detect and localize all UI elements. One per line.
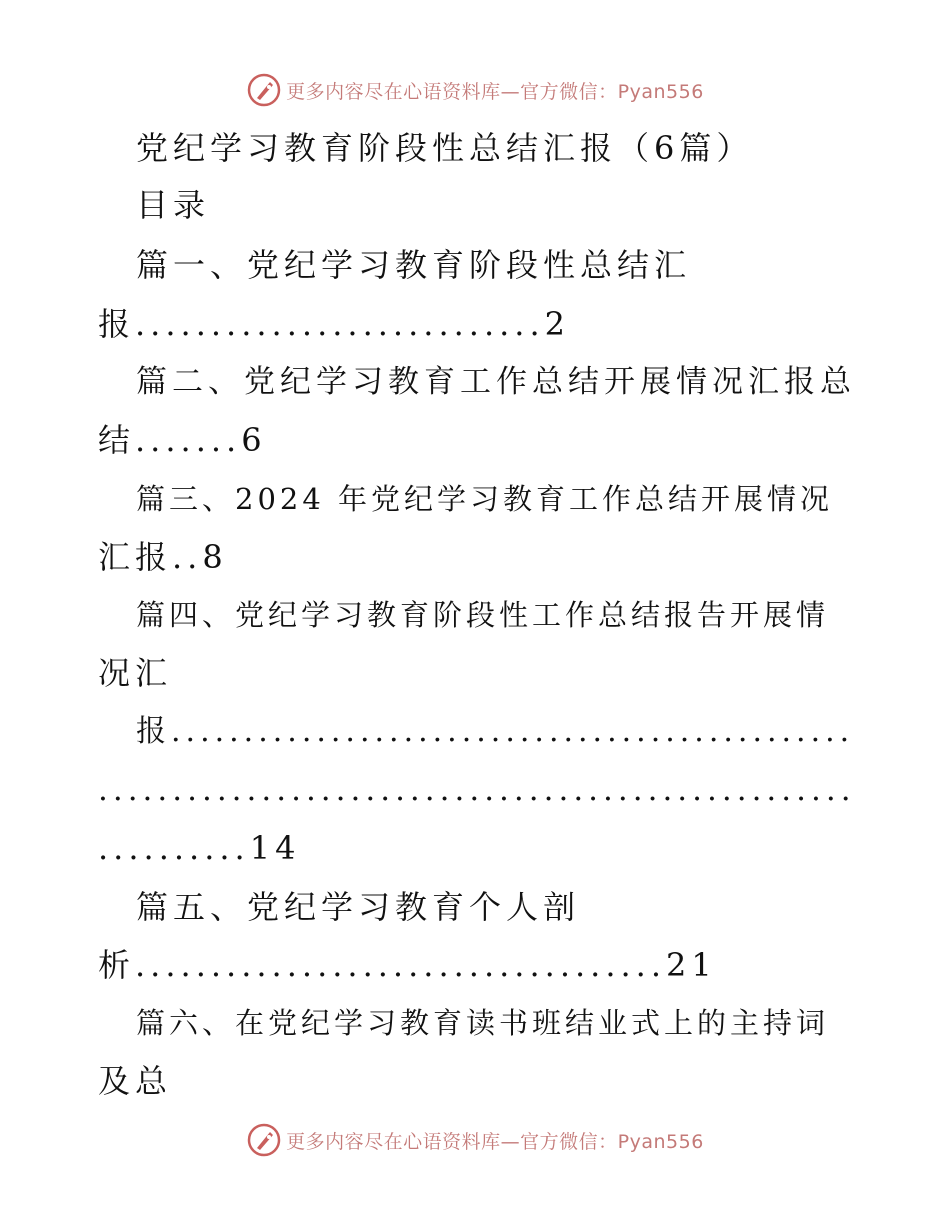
watermark-text: 更多内容尽在心语资料库—官方微信：Pyan556 [286, 80, 704, 103]
toc-line: ................................................... [98, 772, 856, 808]
toc-line: 篇三、2024 年党纪学习教育工作总结开展情况 [136, 482, 834, 516]
watermark-banner-top [0, 70, 950, 110]
pen-nib-logo-icon [246, 72, 282, 108]
watermark-text: 更多内容尽在心语资料库—官方微信：Pyan556 [286, 1130, 704, 1153]
toc-line: 及总 [98, 1062, 173, 1100]
toc-line: 析...................................21 [98, 946, 717, 984]
toc-line: 报............................................... [136, 714, 855, 749]
toc-line: 结.......6 [98, 421, 267, 459]
pen-nib-logo-icon [246, 1122, 282, 1158]
toc-line: 篇五、党纪学习教育个人剖 [136, 888, 581, 926]
toc-line: ..........14 [98, 829, 301, 867]
toc-line: 篇四、党纪学习教育阶段性工作总结报告开展情 [136, 598, 830, 632]
toc-line: 篇一、党纪学习教育阶段性总结汇 [136, 246, 692, 284]
toc-line: 报...........................2 [98, 305, 571, 343]
toc-heading: 目录 [136, 186, 211, 224]
toc-line: 况汇 [98, 654, 173, 692]
document-title: 党纪学习教育阶段性总结汇报（6篇） [136, 129, 754, 167]
toc-line: 汇报..8 [98, 538, 228, 576]
toc-line: 篇二、党纪学习教育工作总结开展情况汇报总 [136, 364, 856, 400]
toc-line: 篇六、在党纪学习教育读书班结业式上的主持词 [136, 1006, 830, 1040]
watermark-banner-bottom [0, 1120, 950, 1160]
